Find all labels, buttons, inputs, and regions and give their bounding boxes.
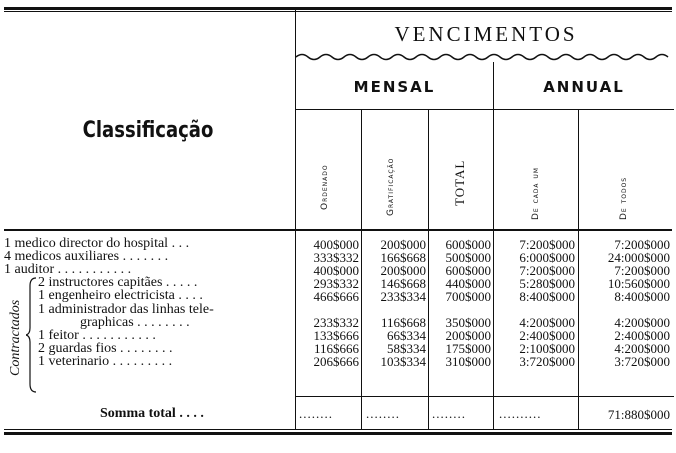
row-label: 4 medicos auxiliares . . . . . . . xyxy=(4,249,169,264)
cell-de-cada-um: 6:000$000 xyxy=(519,250,575,265)
cell-de-todos: 3:720$000 xyxy=(614,354,670,369)
cell-total: 175$000 xyxy=(445,341,491,356)
mensal-heading: MENSAL xyxy=(353,78,436,96)
cell-ordenado: 116$666 xyxy=(313,341,359,356)
cell-ordenado: 466$666 xyxy=(313,289,359,304)
cell-de-cada-um: 5:280$000 xyxy=(519,276,575,291)
total-top-rule xyxy=(296,396,674,397)
cell-gratificacao: 58$334 xyxy=(387,341,426,356)
cell-gratificacao: 200$000 xyxy=(380,237,426,252)
cell-de-todos: 4:200$000 xyxy=(614,341,670,356)
cell-total: 200$000 xyxy=(445,328,491,343)
cell-ordenado: 400$000 xyxy=(313,263,359,278)
cell-total: 350$000 xyxy=(445,315,491,330)
cell-de-todos: 10:560$000 xyxy=(607,276,670,291)
cell-de-todos: 8:400$000 xyxy=(614,289,670,304)
cell-de-cada-um: 4:200$000 xyxy=(519,315,575,330)
cell-gratificacao: 103$334 xyxy=(380,354,426,369)
cell-de-cada-um: 3:720$000 xyxy=(519,354,575,369)
row-label: 1 medico director do hospital . . . xyxy=(4,236,190,251)
cell-total: 500$000 xyxy=(445,250,491,265)
annual-heading: ANNUAL xyxy=(543,78,625,96)
cell-de-cada-um: 7:200$000 xyxy=(519,237,575,252)
cell-de-todos: 7:200$000 xyxy=(614,263,670,278)
row-label: 1 administrador das linhas tele- xyxy=(38,302,214,317)
row-label: 1 feitor . . . . . . . . . . . xyxy=(38,328,156,343)
row-label-continued: graphicas . . . . . . . . xyxy=(80,315,190,330)
cell-de-cada-um: 7:200$000 xyxy=(519,263,575,278)
bottom-rule-thick xyxy=(4,432,672,435)
cell-de-cada-um: 8:400$000 xyxy=(519,289,575,304)
cell-ordenado: 206$666 xyxy=(313,354,359,369)
cell-gratificacao: 233$334 xyxy=(380,289,426,304)
cell-de-cada-um: 2:100$000 xyxy=(519,341,575,356)
cell-de-todos: 7:200$000 xyxy=(614,237,670,252)
col-header-de-todos: De todos xyxy=(619,176,629,220)
cell-gratificacao: 116$668 xyxy=(380,315,426,330)
cell-de-todos: 2:400$000 xyxy=(614,328,670,343)
total-dots: ........ xyxy=(299,406,333,421)
subheader-rule xyxy=(296,109,674,110)
col-header-ordenado: Ordenado xyxy=(320,164,330,210)
cell-de-cada-um: 2:400$000 xyxy=(519,328,575,343)
cell-total: 700$000 xyxy=(445,289,491,304)
cell-gratificacao: 66$334 xyxy=(387,328,426,343)
cell-total-de-todos: 71:880$000 xyxy=(607,407,670,422)
total-dots: ........ xyxy=(366,406,400,421)
top-rule xyxy=(4,7,672,10)
mensal-annual-divider xyxy=(493,62,494,430)
row-label: 1 veterinario . . . . . . . . . xyxy=(38,354,173,369)
total-dots: ........ xyxy=(432,406,466,421)
col-header-total: TOTAL xyxy=(452,159,467,206)
cell-de-todos: 24:000$000 xyxy=(607,250,670,265)
contractados-brace xyxy=(26,276,38,394)
vencimentos-heading: VENCIMENTOS xyxy=(394,22,578,46)
contractados-label: Contractados xyxy=(8,299,23,376)
row-label: 1 engenheiro electricista . . . . xyxy=(38,288,203,303)
cell-ordenado: 233$332 xyxy=(313,315,359,330)
col-divider-4 xyxy=(578,110,579,430)
classificacao-heading: Classificação xyxy=(82,118,214,143)
cell-ordenado: 333$332 xyxy=(313,250,359,265)
bottom-rule xyxy=(4,429,672,430)
classification-divider xyxy=(295,10,296,430)
cell-ordenado: 400$000 xyxy=(313,237,359,252)
cell-total: 600$000 xyxy=(445,237,491,252)
cell-gratificacao: 146$668 xyxy=(380,276,426,291)
somma-total-label: Somma total . . . . xyxy=(100,406,204,421)
total-dots: .......... xyxy=(499,406,542,421)
cell-gratificacao: 166$668 xyxy=(380,250,426,265)
cell-ordenado: 293$332 xyxy=(313,276,359,291)
header-bottom-rule xyxy=(4,229,672,231)
col-header-de-cada-um: De cada um xyxy=(531,167,541,220)
row-label: 1 auditor . . . . . . . . . . . xyxy=(4,262,132,277)
cell-total: 600$000 xyxy=(445,263,491,278)
row-label: 2 guardas fios . . . . . . . . xyxy=(38,341,173,356)
cell-de-todos: 4:200$000 xyxy=(614,315,670,330)
col-header-gratificacao: Gratificação xyxy=(386,157,396,216)
cell-total: 440$000 xyxy=(445,276,491,291)
wavy-rule xyxy=(296,52,674,62)
top-rule-thin xyxy=(4,11,672,12)
cell-gratificacao: 200$000 xyxy=(380,263,426,278)
col-divider-2 xyxy=(428,110,429,430)
cell-total: 310$000 xyxy=(445,354,491,369)
cell-ordenado: 133$666 xyxy=(313,328,359,343)
row-label: 2 instructores capitães . . . . . xyxy=(38,275,198,290)
col-divider-1 xyxy=(361,110,362,430)
